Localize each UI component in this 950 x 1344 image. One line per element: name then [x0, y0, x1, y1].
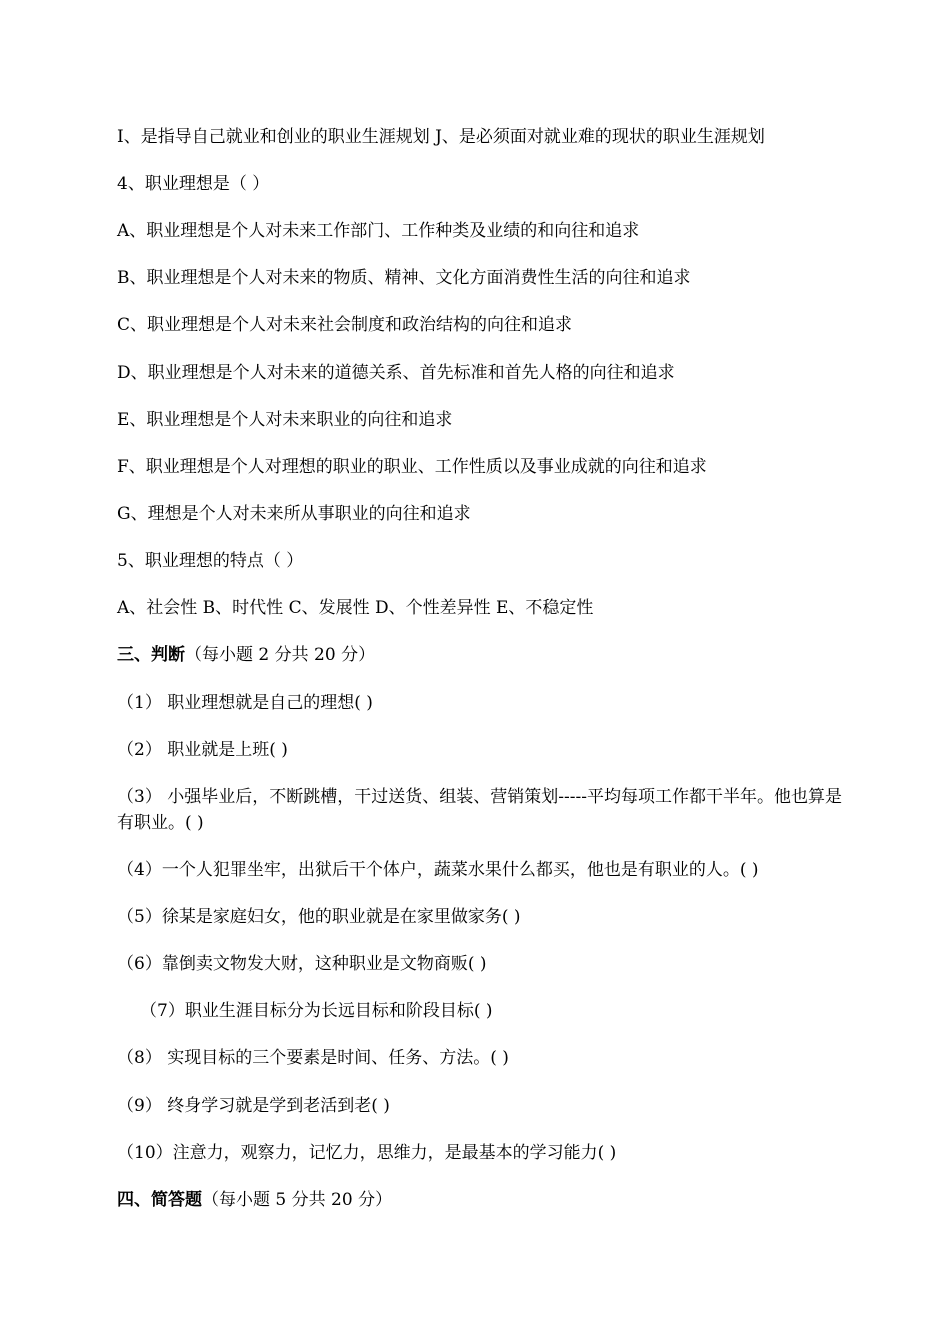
judgment-2: （2） 职业就是上班( ): [117, 740, 288, 760]
section-4-note: （每小题 5 分共 20 分）: [202, 1190, 393, 1210]
option-c: C、职业理想是个人对未来社会制度和政治结构的向往和追求: [117, 315, 573, 335]
judgment-4: （4）一个人犯罪坐牢，出狱后干个体户，蔬菜水果什么都买，他也是有职业的人。( ): [117, 860, 759, 880]
question-4: 4、职业理想是（ ）: [117, 174, 270, 194]
section-3-heading: [117, 642, 857, 668]
section-3-title: 三、判断: [117, 645, 185, 665]
judgment-10: （10）注意力，观察力，记忆力，思维力，是最基本的学习能力( ): [117, 1143, 617, 1163]
judgment-7: （7）职业生涯目标分为长远目标和阶段目标( ): [140, 1001, 493, 1021]
option-i-j: I、是指导自己就业和创业的职业生涯规划 J、是必须面对就业难的现状的职业生涯规划: [117, 127, 765, 147]
section-4-heading: [117, 1187, 857, 1213]
option-b: B、职业理想是个人对未来的物质、精神、文化方面消费性生活的向往和追求: [117, 268, 691, 288]
question-5-options: A、社会性 B、时代性 C、发展性 D、个性差异性 E、不稳定性: [117, 598, 594, 618]
judgment-1: （1） 职业理想就是自己的理想( ): [117, 693, 373, 713]
judgment-6: （6）靠倒卖文物发大财，这种职业是文物商贩( ): [117, 954, 487, 974]
option-d: D、职业理想是个人对未来的道德关系、首先标准和首先人格的向往和追求: [117, 363, 675, 383]
section-3-note: （每小题 2 分共 20 分）: [185, 645, 376, 665]
option-f: F、职业理想是个人对理想的职业的职业、工作性质以及事业成就的向往和追求: [117, 457, 707, 477]
question-5: 5、职业理想的特点（ ）: [117, 551, 304, 571]
judgment-8: （8） 实现目标的三个要素是时间、任务、方法。( ): [117, 1048, 509, 1068]
section-4-title: 四、简答题: [117, 1190, 202, 1210]
option-a: A、职业理想是个人对未来工作部门、工作种类及业绩的和向往和追求: [117, 221, 640, 241]
judgment-3: （3） 小强毕业后，不断跳槽，干过送货、组装、营销策划-----平均每项工作都干半年。他也算是有职业。( ): [117, 787, 842, 833]
judgment-9: （9） 终身学习就是学到老活到老( ): [117, 1096, 390, 1116]
judgment-5: （5）徐某是家庭妇女，他的职业就是在家里做家务( ): [117, 907, 521, 927]
option-e: E、职业理想是个人对未来职业的向往和追求: [117, 410, 453, 430]
option-g: G、理想是个人对未来所从事职业的向往和追求: [117, 504, 471, 524]
